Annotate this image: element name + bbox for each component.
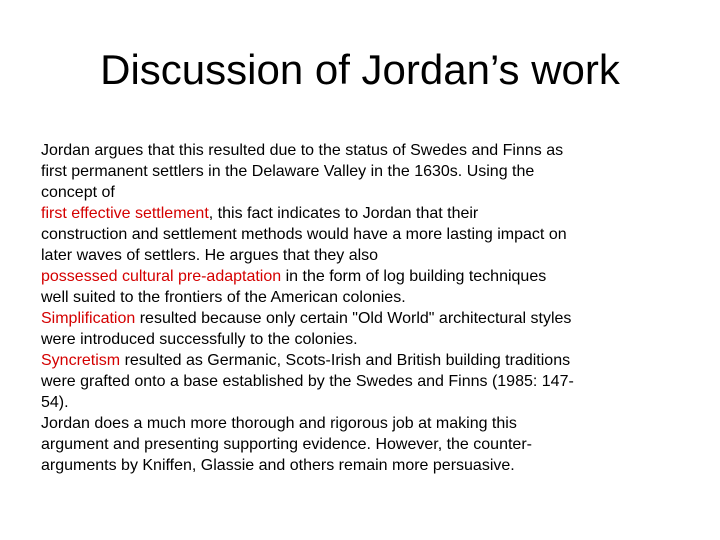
highlight-simplification: Simplification xyxy=(41,310,136,327)
highlight-first-effective-settlement: first effective settlement xyxy=(41,205,209,222)
body-line: first permanent settlers in the Delaware Valley in the 1630s. Using the xyxy=(41,163,535,180)
body-text: in the form of log building techniques xyxy=(281,268,547,285)
body-line xyxy=(41,203,681,224)
slide-title: Discussion of Jordan’s work xyxy=(100,46,620,93)
body-line: concept of xyxy=(41,184,115,201)
body-line xyxy=(41,266,681,287)
highlight-syncretism: Syncretism xyxy=(41,352,121,369)
body-line: Jordan does a much more thorough and rigorous job at making this xyxy=(41,415,517,432)
body-line: were grafted onto a base established by the Swedes and Finns (1985: 147- xyxy=(41,373,574,390)
body-line: were introduced successfully to the colonies. xyxy=(41,331,358,348)
body-line: later waves of settlers. He argues that they also xyxy=(41,247,379,264)
body-line: 54). xyxy=(41,394,69,411)
body-line: well suited to the frontiers of the American colonies. xyxy=(41,289,406,306)
body-text: , this fact indicates to Jordan that their xyxy=(208,205,479,222)
body-line xyxy=(41,308,681,329)
body-line: construction and settlement methods would have a more lasting impact on xyxy=(41,226,567,243)
body-text: resulted because only certain "Old World" architectural styles xyxy=(135,310,572,327)
body-text: resulted as Germanic, Scots-Irish and British building traditions xyxy=(120,352,571,369)
body-line xyxy=(41,350,681,371)
slide-body xyxy=(41,140,681,476)
body-line: argument and presenting supporting evidence. However, the counter- xyxy=(41,436,532,453)
body-line: arguments by Kniffen, Glassie and others remain more persuasive. xyxy=(41,457,515,474)
highlight-cultural-pre-adaptation: possessed cultural pre-adaptation xyxy=(41,268,282,285)
body-line: Jordan argues that this resulted due to the status of Swedes and Finns as xyxy=(41,142,564,159)
